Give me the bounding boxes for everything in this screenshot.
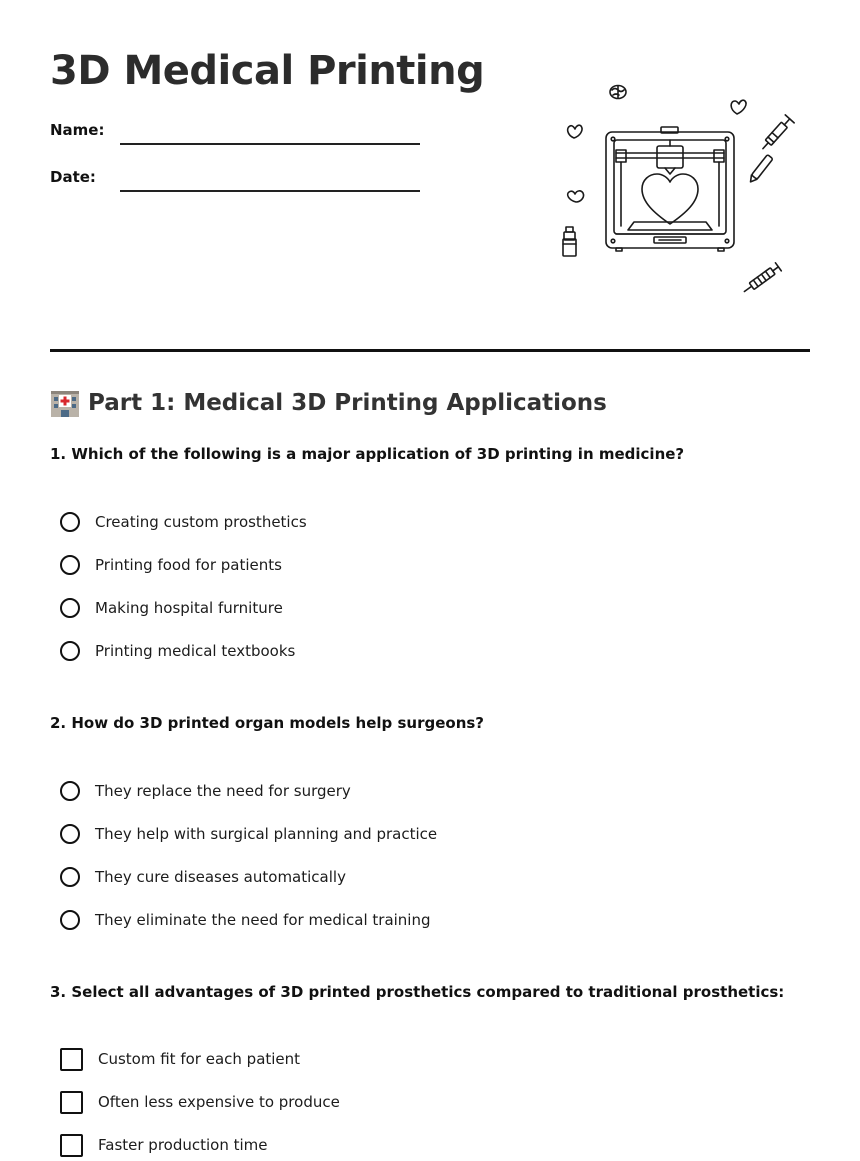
q2-option-2[interactable]	[60, 821, 437, 847]
radio-button[interactable]	[60, 641, 80, 661]
option-label: They replace the need for surgery	[95, 782, 351, 800]
option-label: They help with surgical planning and practice	[95, 825, 438, 843]
name-field[interactable]	[120, 143, 420, 145]
radio-button[interactable]	[60, 598, 80, 618]
q3-option-2[interactable]	[60, 1089, 340, 1115]
worksheet-title: 3D Medical Printing	[50, 48, 485, 94]
radio-button[interactable]	[60, 867, 80, 887]
question-3: 3. Select all advantages of 3D printed prosthetics compared to traditional prosthetics:	[50, 983, 785, 1001]
hospital-icon	[50, 388, 80, 418]
q1-option-2[interactable]	[60, 552, 282, 578]
part1-heading	[50, 388, 607, 418]
radio-button[interactable]	[60, 781, 80, 801]
date-field[interactable]	[120, 190, 420, 192]
radio-button[interactable]	[60, 512, 80, 532]
option-label: Custom fit for each patient	[98, 1050, 301, 1068]
option-label: Often less expensive to produce	[98, 1093, 340, 1111]
radio-button[interactable]	[60, 910, 80, 930]
option-label: Making hospital furniture	[95, 599, 283, 617]
option-label: Creating custom prosthetics	[95, 513, 307, 531]
q1-option-4[interactable]	[60, 638, 295, 664]
checkbox[interactable]	[60, 1134, 83, 1157]
option-label: Printing medical textbooks	[95, 642, 296, 660]
section-divider	[50, 349, 810, 352]
checkbox[interactable]	[60, 1091, 83, 1114]
option-label: Faster production time	[98, 1136, 268, 1154]
q3-option-1[interactable]	[60, 1046, 300, 1072]
3d-printer-heart-icon	[550, 76, 810, 298]
date-label: Date:	[50, 168, 96, 186]
q2-option-4[interactable]	[60, 907, 431, 933]
option-label: They cure diseases automatically	[95, 868, 346, 886]
question-2: 2. How do 3D printed organ models help surgeons?	[50, 714, 485, 732]
option-label: They eliminate the need for medical training	[95, 911, 431, 929]
question-1: 1. Which of the following is a major application of 3D printing in medicine?	[50, 445, 685, 463]
q2-option-1[interactable]	[60, 778, 351, 804]
q1-option-1[interactable]	[60, 509, 307, 535]
q3-option-3[interactable]	[60, 1132, 268, 1158]
radio-button[interactable]	[60, 824, 80, 844]
radio-button[interactable]	[60, 555, 80, 575]
part1-title: Part 1: Medical 3D Printing Applications	[88, 390, 607, 416]
q1-option-3[interactable]	[60, 595, 283, 621]
option-label: Printing food for patients	[95, 556, 282, 574]
name-label: Name:	[50, 121, 105, 139]
q2-option-3[interactable]	[60, 864, 346, 890]
checkbox[interactable]	[60, 1048, 83, 1071]
